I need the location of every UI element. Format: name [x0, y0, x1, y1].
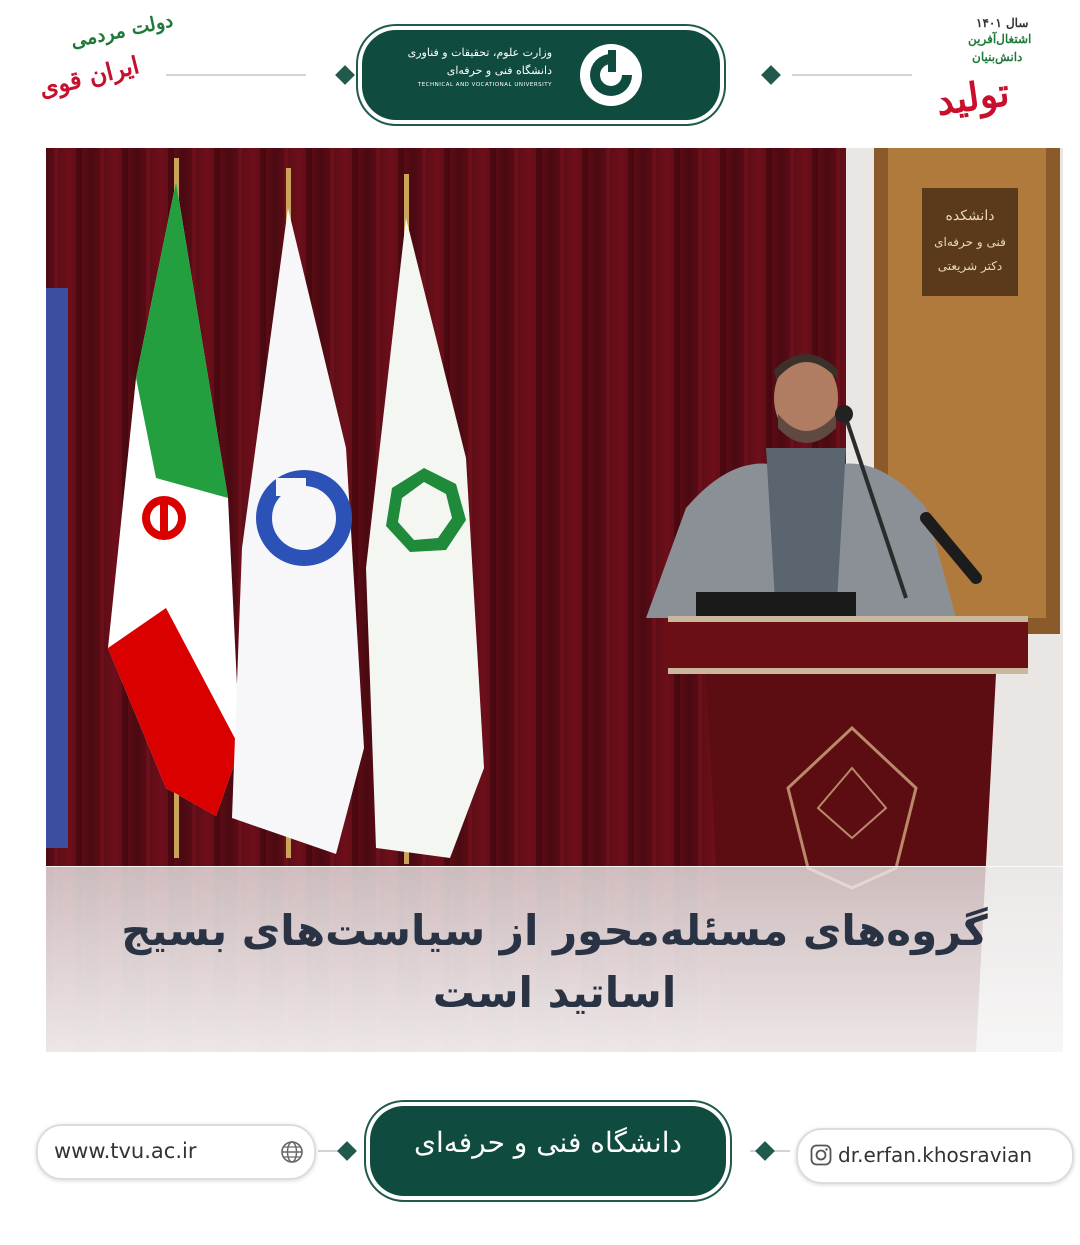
header-ornament-right	[761, 65, 781, 85]
ministry-text	[372, 44, 552, 90]
wall-sign-line-1: دانشکده	[945, 208, 995, 224]
side-banner	[46, 288, 68, 848]
slogan-knowledge-based: دانش‌بنیان	[972, 50, 1023, 64]
website-url[interactable]: www.tvu.ac.ir	[54, 1139, 197, 1163]
footer-ornament-right	[755, 1141, 775, 1161]
year-label: سال ۱۴۰۱	[976, 16, 1029, 30]
slogan-tolid: تولید	[933, 69, 1012, 124]
right-slogan-logo	[932, 14, 1067, 129]
header-divider-left	[166, 74, 306, 76]
instagram-handle[interactable]: dr.erfan.khosravian	[838, 1143, 1033, 1167]
headline-line-1: گروه‌های مسئله‌محور از سیاست‌های بسیج	[121, 906, 988, 955]
left-slogan-logo	[28, 9, 175, 134]
instagram-link[interactable]	[796, 1128, 1074, 1184]
wall-sign-line-2: فنی و حرفه‌ای	[934, 235, 1006, 249]
headline	[46, 900, 1063, 1024]
website-link[interactable]	[36, 1124, 316, 1180]
slogan-job-creating: اشتغال‌آفرین	[968, 32, 1032, 46]
slogan-line-1: دولت مردمی	[68, 9, 175, 53]
slogan-line-2: ایران قوی	[36, 50, 142, 103]
microphone-icon	[835, 405, 853, 423]
ministry-plaque	[362, 30, 720, 120]
footer-ornament-left	[337, 1141, 357, 1161]
headline-line-2: اساتید است	[432, 968, 677, 1017]
header-ornament-left	[335, 65, 355, 85]
tvu-logo-icon	[578, 42, 644, 108]
ministry-name: وزارت علوم، تحقیقات و فناوری	[407, 46, 552, 59]
university-plaque	[370, 1106, 726, 1196]
university-name-en: TECHNICAL AND VOCATIONAL UNIVERSITY	[417, 82, 552, 88]
university-calligraphy: دانشگاه فنی و حرفه‌ای	[414, 1126, 682, 1159]
event-photo	[46, 148, 1063, 1052]
wall-sign-line-3: دکتر شریعتی	[937, 259, 1003, 273]
university-name-fa: دانشگاه فنی و حرفه‌ای	[446, 64, 552, 77]
header-divider-right	[792, 74, 912, 76]
page-header	[0, 0, 1080, 140]
globe-icon	[280, 1140, 304, 1164]
instagram-icon	[810, 1144, 832, 1166]
